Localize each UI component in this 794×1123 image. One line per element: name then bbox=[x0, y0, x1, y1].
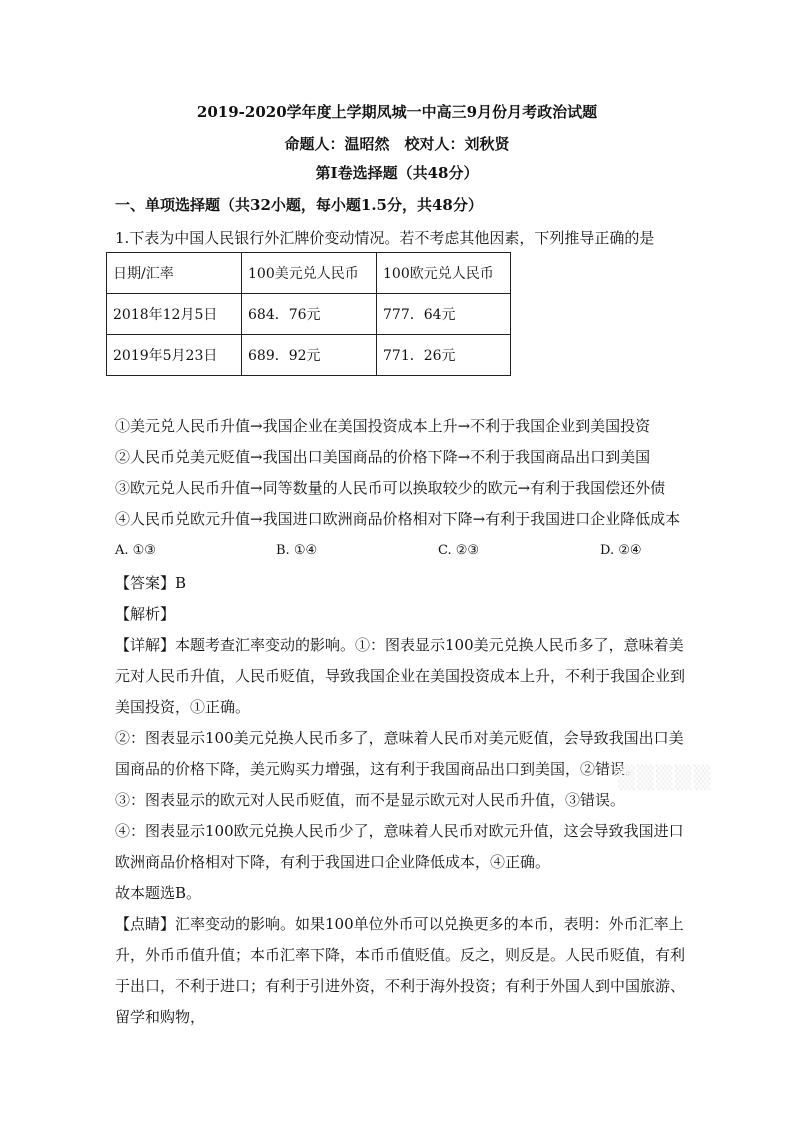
table-row bbox=[107, 335, 511, 376]
analysis-point-3: ③：图表显示的欧元对人民币贬值，而不是显示欧元对人民币升值，③错误。 bbox=[115, 791, 626, 809]
table-header-cell: 日期/汇率 bbox=[107, 253, 242, 294]
table-cell-usd: 689．92元 bbox=[242, 335, 377, 376]
faint-watermark: ▒▒▒▒▒ bbox=[618, 766, 713, 791]
option-statement: ③欧元兑人民币升值→同等数量的人民币可以换取较少的欧元→有利于我国偿还外债 bbox=[115, 479, 666, 497]
choice-c: C. ②③ bbox=[438, 543, 480, 558]
section-heading: 一、单项选择题（共32小题，每小题1.5分，共48分） bbox=[115, 196, 483, 214]
analysis-point-2: ②：图表显示100美元兑换人民币多了，意味着人民币对美元贬值，会导致我国出口美国商品的价格下降，美元购买力增强，这有利于我国商品出口到美国，②错误。 bbox=[115, 729, 684, 778]
table-cell-eur: 777．64元 bbox=[377, 294, 511, 335]
question-stem: 1.下表为中国人民银行外汇牌价变动情况。若不考虑其他因素，下列推导正确的是 bbox=[115, 229, 655, 247]
tip-paragraph: 【点睛】汇率变动的影响。如果100单位外币可以兑换更多的本币，表明：外币汇率上升，外币币值升值；本币汇率下降，本币币值贬值。反之，则反是。人民币贬值，有利于出口，不利于进口；有利于引进外资，不利于海外投资；有利于外国人到中国旅游、留学和购物， bbox=[115, 915, 686, 1026]
answer-line: 【答案】B bbox=[115, 574, 187, 592]
choice-a: A. ①③ bbox=[115, 543, 156, 558]
volume-heading: 第Ⅰ卷选择题（共48分） bbox=[315, 164, 479, 182]
analysis-label: 【解析】 bbox=[115, 605, 176, 623]
analysis-detail: 【详解】本题考查汇率变动的影响。①：图表显示100美元兑换人民币多了，意味着美元对人民币升值，人民币贬值，导致我国企业在美国投资成本上升，不利于我国企业到美国投资，①正确。 bbox=[115, 636, 686, 716]
table-cell-eur: 771．26元 bbox=[377, 335, 511, 376]
analysis-point-4: ④：图表显示100欧元兑换人民币少了，意味着人民币对欧元升值，这会导致我国进口欧洲商品价格相对下降，有利于我国进口企业降低成本，④正确。 bbox=[115, 822, 684, 871]
exam-authors: 命题人：温昭然 校对人：刘秋贤 bbox=[284, 135, 510, 153]
table-header-row bbox=[107, 253, 511, 294]
table-header-cell: 100美元兑人民币 bbox=[242, 253, 377, 294]
table-cell-usd: 684．76元 bbox=[242, 294, 377, 335]
conclusion-line: 故本题选B。 bbox=[115, 884, 202, 902]
table-header-cell: 100欧元兑人民币 bbox=[377, 253, 511, 294]
exchange-rate-table bbox=[106, 252, 511, 376]
option-statement: ②人民币兑美元贬值→我国出口美国商品的价格下降→不利于我国商品出口到美国 bbox=[115, 448, 651, 466]
table-row bbox=[107, 294, 511, 335]
exam-title: 2019-2020学年度上学期凤城一中高三9月份月考政治试题 bbox=[196, 103, 598, 121]
choice-d: D. ②④ bbox=[600, 543, 642, 558]
option-statement: ①美元兑人民币升值→我国企业在美国投资成本上升→不利于我国企业到美国投资 bbox=[115, 417, 651, 435]
choice-b: B. ①④ bbox=[276, 543, 318, 558]
option-statement: ④人民币兑欧元升值→我国进口欧洲商品价格相对下降→有利于我国进口企业降低成本 bbox=[115, 510, 681, 528]
table-cell-date: 2018年12月5日 bbox=[107, 294, 242, 335]
table-cell-date: 2019年5月23日 bbox=[107, 335, 242, 376]
